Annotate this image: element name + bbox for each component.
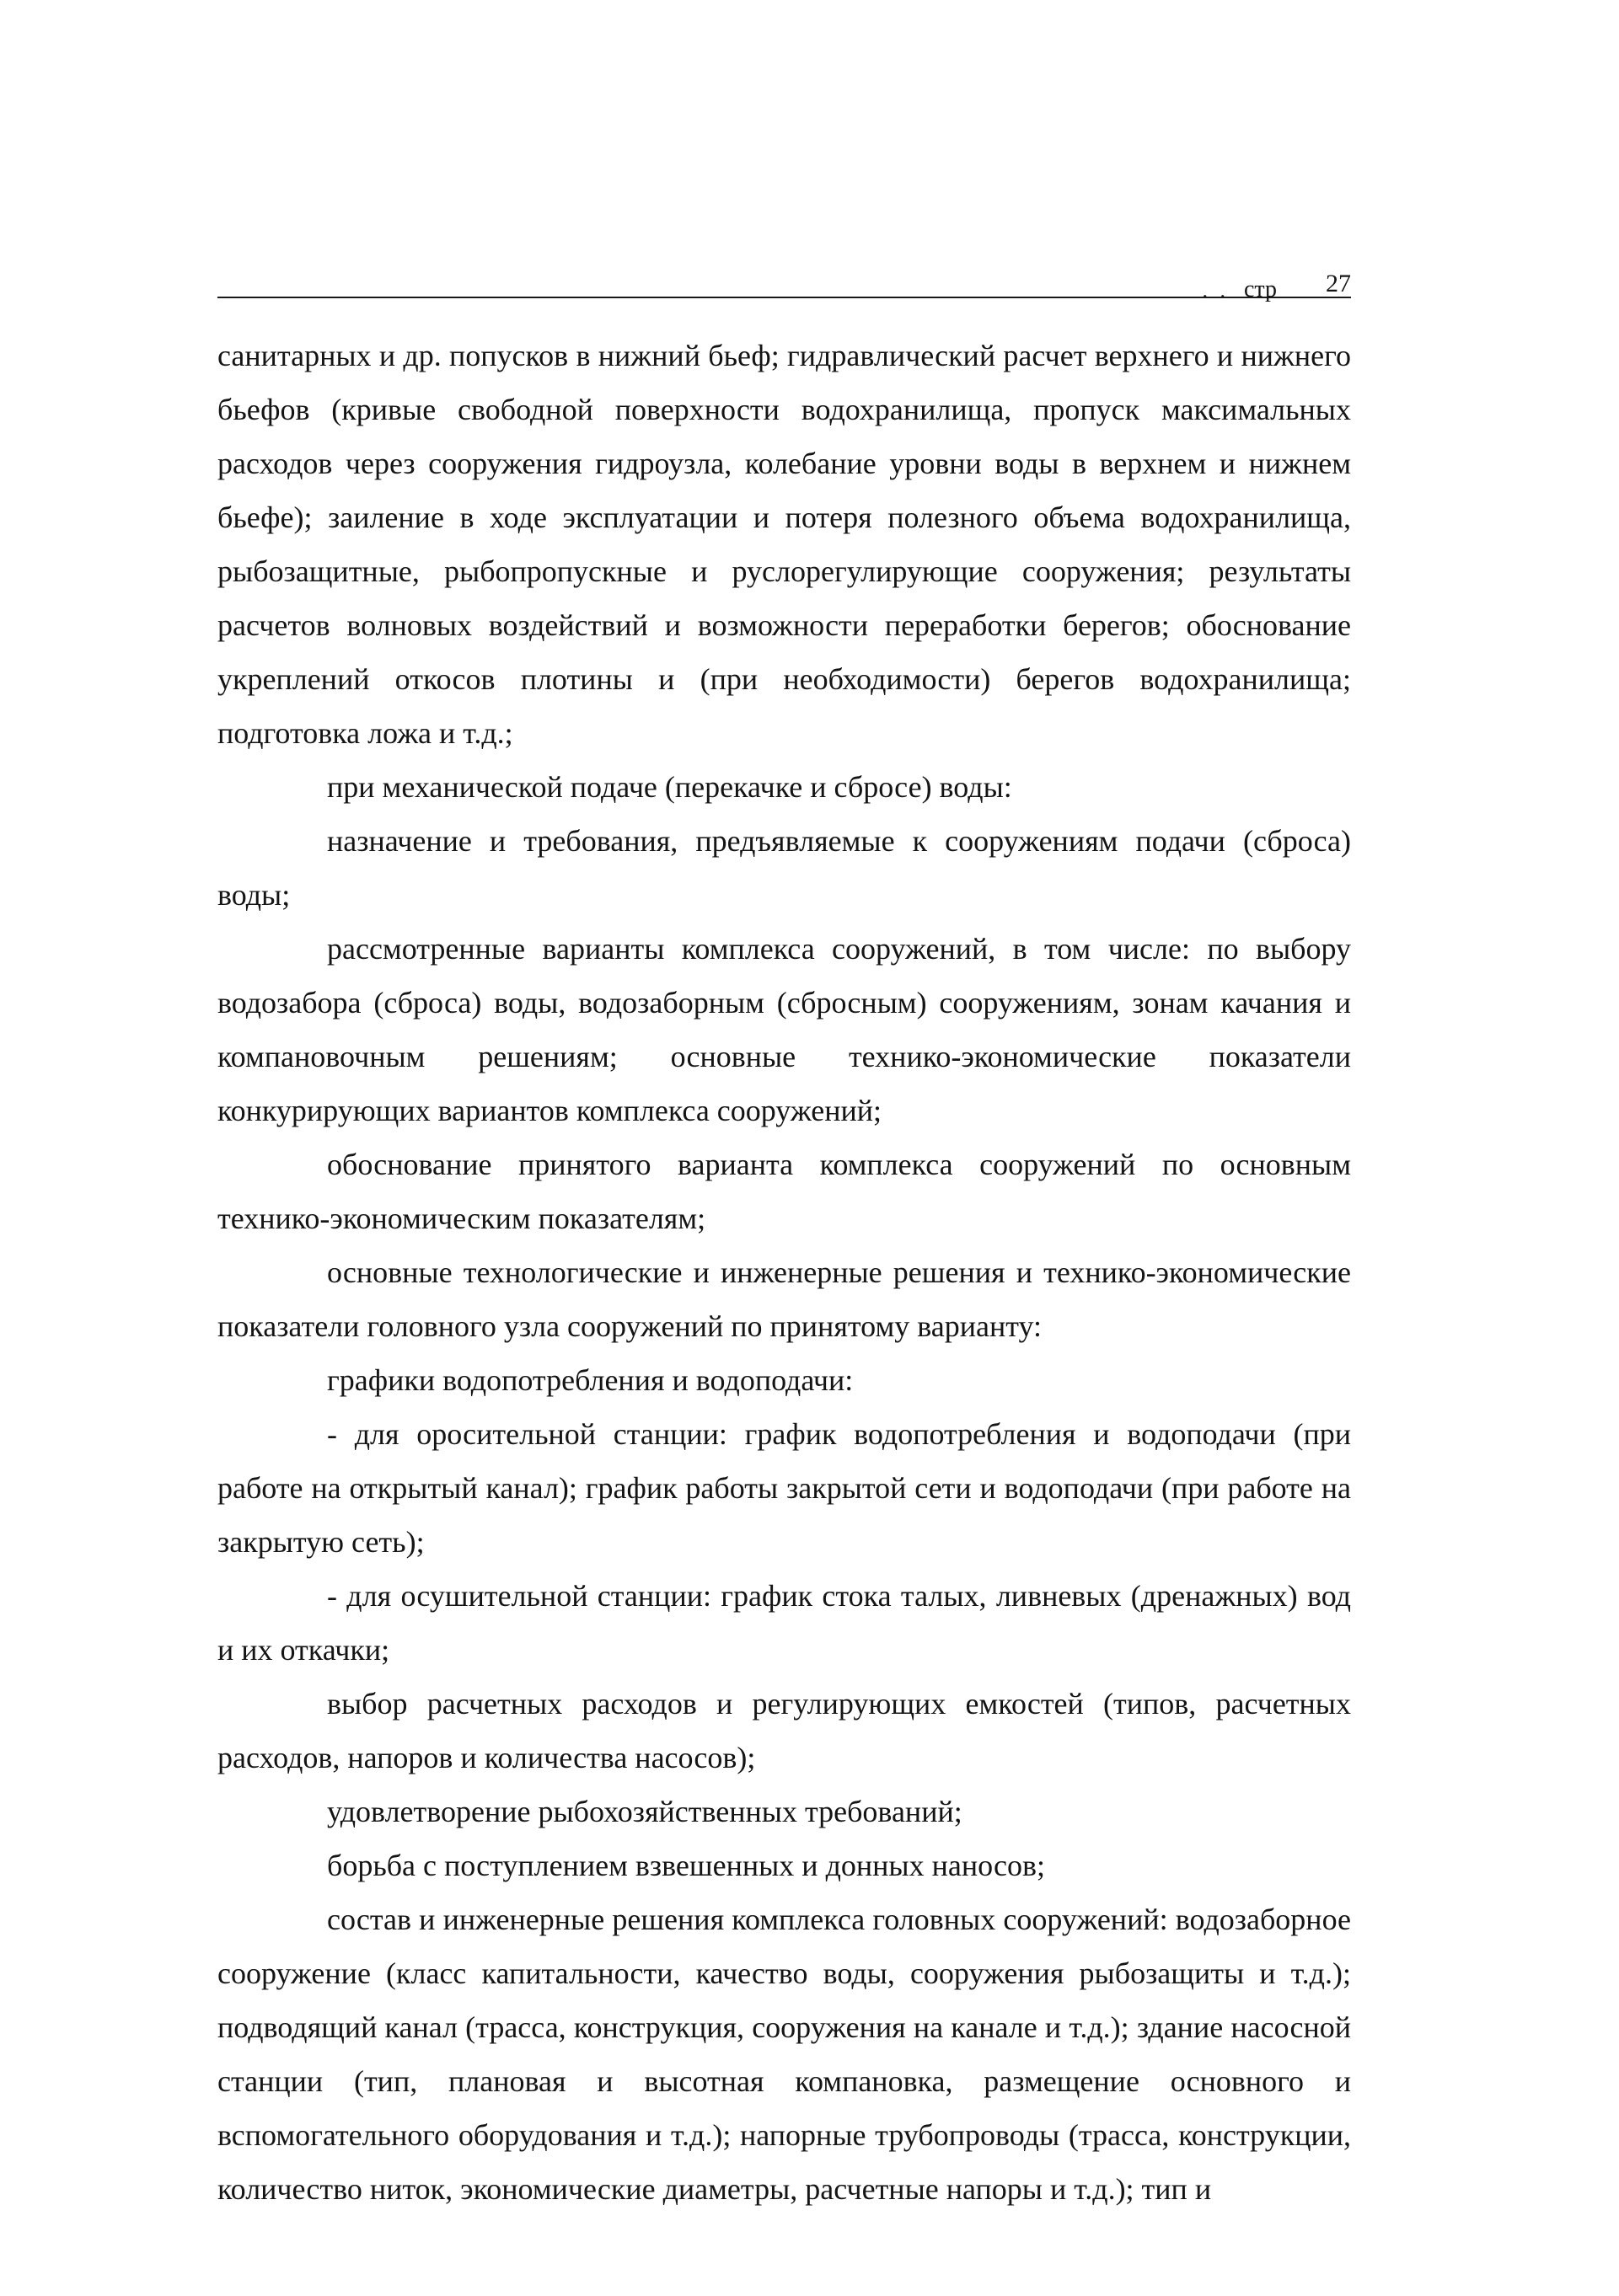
page-label: стр [1243,276,1277,302]
page-header [217,268,1351,302]
paragraph: назначение и требования, предъявляемые к сооружениям подачи (сброса) воды; [217,824,1351,912]
header-rule [217,297,1351,298]
paragraph: - для осушительной станции: график стока талых, ливневых (дренажных) вод и их откачки; [217,1579,1351,1667]
header-dots: . . [1202,278,1229,302]
paragraph: при механической подаче (перекачке и сбросе) воды: [327,770,1012,804]
paragraph: графики водопотребления и водоподачи: [327,1363,854,1397]
paragraph: санитарных и др. попусков в нижний бьеф; гидравлический расчет верхнего и нижнего бьефов (кривые свободной поверхности водохранилища, пропуск максимальных расходов через сооружения гидроузла, колебание уровни воды в верхнем и нижнем бьефе); заиление в ходе эксплуатации и потеря полезного объема водохранилища, рыбозащитные, рыбопропускные и руслорегулирующие сооружения; результаты расчетов волновых воздействий и возможности переработки берегов; обоснование укреплений откосов плотины и (при необходимости) берегов водохранилища; подготовка ложа и т.д.; [217,339,1351,750]
paragraph: - для оросительной станции: график водопотребления и водоподачи (при работе на открытый канал); график работы закрытой сети и водоподачи (при работе на закрытую сеть); [217,1417,1351,1559]
page-number: 27 [1326,270,1351,297]
paragraph: удовлетворение рыбохозяйственных требований; [327,1795,962,1828]
paragraph: основные технологические и инженерные решения и технико-экономические показатели головного узла сооружений по принятому варианту: [217,1255,1351,1343]
body-text [217,329,1351,2216]
paragraph: выбор расчетных расходов и регулирующих емкостей (типов, расчетных расходов, напоров и количества насосов); [217,1687,1351,1774]
paragraph: состав и инженерные решения комплекса головных сооружений: водозаборное сооружение (класс капитальности, качество воды, сооружения рыбозащиты и т.д.); подводящий канал (трасса, конструкция, сооружения на канале и т.д.); здание насосной станции (тип, плановая и высотная компановка, размещение основного и вспомогательного оборудования и т.д.); напорные трубопроводы (трасса, конструкции, количество ниток, экономические диаметры, расчетные напоры и т.д.); тип и [217,1903,1351,2206]
paragraph: борьба с поступлением взвешенных и донных наносов; [327,1849,1045,1882]
paragraph: обоснование принятого варианта комплекса сооружений по основным технико-экономическим показателям; [217,1148,1351,1235]
paragraph: рассмотренные варианты комплекса сооружений, в том числе: по выбору водозабора (сброса) воды, водозаборным (сбросным) сооружениям, зонам качания и компановочным решениям; основные технико-экономические показатели конкурирующих вариантов комплекса сооружений; [217,932,1351,1127]
